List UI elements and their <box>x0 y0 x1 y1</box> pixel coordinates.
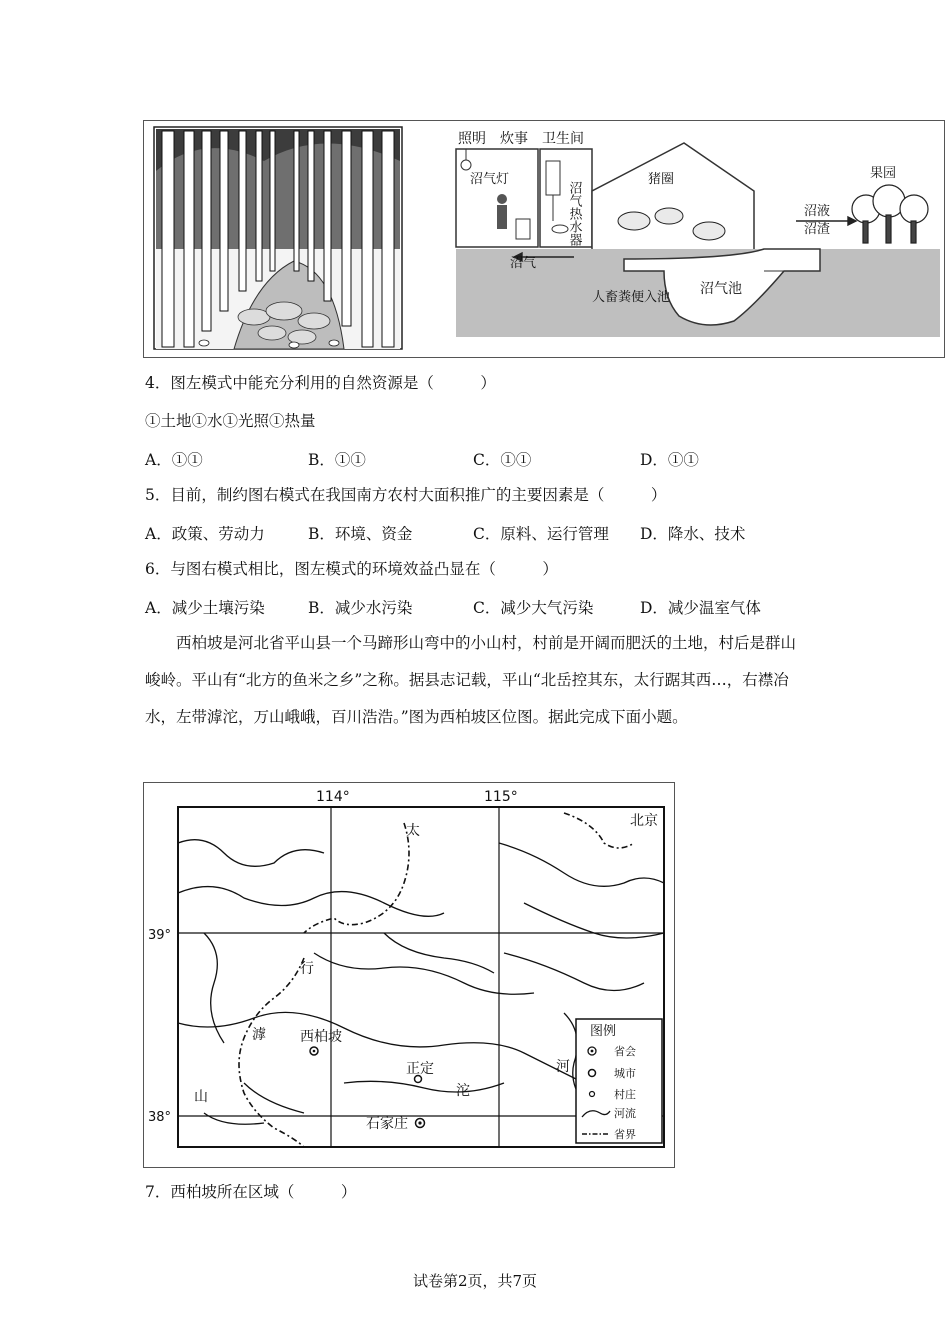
map-legend <box>576 1019 662 1143</box>
legend-title: 图例 <box>590 1024 617 1039</box>
label-pigsty: 猪圈 <box>648 172 675 187</box>
q4-stem: 4．图左模式中能充分利用的自然资源是（ ） <box>145 374 496 392</box>
legend-capital-label: 省会 <box>614 1045 636 1058</box>
xibaipo-label: 西柏坡 <box>300 1029 342 1045</box>
river-he-label: 河 <box>556 1059 570 1075</box>
q5-option-b[interactable]: B．环境、资金 <box>308 525 413 543</box>
label-biogas-lamp: 沼气灯 <box>470 172 510 187</box>
zhengding-label: 正定 <box>406 1061 434 1077</box>
taihang-hang-label: 行 <box>300 961 314 977</box>
legend-village-label: 村庄 <box>614 1088 636 1101</box>
q6-option-d[interactable]: D．减少温室气体 <box>640 599 761 617</box>
lat-39-label: 39° <box>148 928 172 943</box>
orchard-trees-icon <box>852 185 928 243</box>
q5-option-d[interactable]: D．降水、技术 <box>640 525 746 543</box>
hutuo-hu-label: 滹 <box>252 1027 266 1043</box>
lon-114-label: 114° <box>316 789 350 805</box>
xibaipo-location-map <box>144 783 674 1167</box>
label-residue: 沼渣 <box>804 222 831 237</box>
taihang-tai-label: 太 <box>406 823 420 839</box>
q5-stem: 5．目前，制约图右模式在我国南方农村大面积推广的主要因素是（ ） <box>145 486 667 504</box>
q6-option-c[interactable]: C．减少大气污染 <box>473 599 594 617</box>
biogas-mode-schematic <box>456 130 940 337</box>
label-manure-inlet: 人畜粪便入池 <box>592 290 671 305</box>
q4-option-a[interactable]: A．①① <box>145 451 203 469</box>
beijing-label: 北京 <box>630 813 658 829</box>
label-orchard: 果园 <box>870 166 897 181</box>
q6-stem: 6．与图右模式相比，图左模式的环境效益凸显在（ ） <box>145 560 558 578</box>
taihang-shan-label: 山 <box>194 1089 208 1105</box>
eco-modes-illustration <box>144 121 944 357</box>
legend-river-label: 河流 <box>614 1107 636 1120</box>
q4-option-b[interactable]: B．①① <box>308 451 366 469</box>
q5-option-c[interactable]: C．原料、运行管理 <box>473 525 609 543</box>
lat-38-label: 38° <box>148 1110 172 1125</box>
q6-option-b[interactable]: B．减少水污染 <box>308 599 413 617</box>
legend-border-label: 省界 <box>614 1128 636 1141</box>
xibaipo-marker-icon <box>310 1047 318 1055</box>
label-water-heater: 沼气热水器 <box>566 181 582 246</box>
legend-city-icon <box>589 1070 596 1077</box>
lon-115-label: 115° <box>484 789 518 805</box>
q6-option-a[interactable]: A．减少土壤污染 <box>145 599 265 617</box>
label-lighting: 照明 <box>458 131 486 147</box>
q5-option-a[interactable]: A．政策、劳动力 <box>145 525 265 543</box>
legend-village-icon <box>590 1092 595 1097</box>
legend-city-label: 城市 <box>614 1067 636 1080</box>
label-bathroom: 卫生间 <box>542 131 584 147</box>
label-biogas: 沼气 <box>510 256 537 271</box>
legend-capital-icon <box>588 1047 596 1055</box>
figure-xibaipo-map <box>143 782 675 1168</box>
q4-items: ①土地①水①光照①热量 <box>145 412 316 430</box>
figure-eco-modes <box>143 120 945 358</box>
shijiazhuang-label: 石家庄 <box>366 1116 408 1132</box>
label-digester: 沼气池 <box>700 281 742 297</box>
page-footer: 试卷第2页，共7页 <box>412 1272 538 1290</box>
label-cooking: 炊事 <box>500 131 528 147</box>
passage-xibaipo: 西柏坡是河北省平山县一个马蹄形山弯中的小山村，村前是开阔而肥沃的土地，村后是群山峻岭。平山有“北方的鱼米之乡”之称。据县志记载，平山“北岳控其东，太行踞其西…，右襟冶水，左带滹沱，万山峨峨，百川浩浩。”图为西柏坡区位图。据此完成下面小题。 <box>145 634 797 726</box>
q4-option-c[interactable]: C．①① <box>473 451 532 469</box>
shijiazhuang-marker-icon <box>416 1119 425 1128</box>
q7-stem: 7．西柏坡所在区域（ ） <box>145 1183 357 1201</box>
label-slurry: 沼液 <box>804 204 831 219</box>
hutuo-tuo-label: 沱 <box>456 1083 470 1099</box>
forest-drawing <box>154 127 402 349</box>
q4-option-d[interactable]: D．①① <box>640 451 699 469</box>
